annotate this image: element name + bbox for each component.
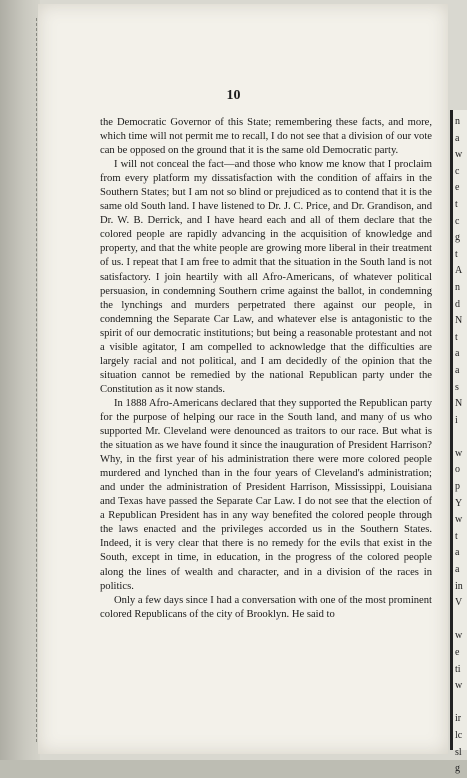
paragraph-1: the Democratic Governor of this State; remembering these facts, and more, which time will not permit me to recall, I do not see that a division of our vote can be opposed on the ground that it is the same old Democratic party. bbox=[100, 117, 432, 157]
paragraph-2: I will not conceal the fact—and those who know me know that I proclaim from every platform my dissatisfaction with the condition of affairs in the Southern States; but I am not so blind or prejudiced as to contend that it is the same old South land. I have listened to Dr. J. C. Price, and Dr. Grandison, and Dr. W. B. Derrick, and I have heard each and all of them declare that the colored people are rapidly advancing in the acquisition of knowledge and property, and that the white people are growing more liberal in their treatment of us. I repeat that I am free to admit that the situation in the South land is not satisfactory. I join heartily with all Afro-Americans, of whatever political persuasion, in condemning Southern crime against the ballot, in condemning the lynchings and murders perpetrated there against our people, in condemning the Separate Car Law, and whatever else is antagonistic to the spirit of our democratic institutions; but being a reasonable protestant and not a visible agitator, I am compelled to acknowledge that the difficulties are largely racial and not political, and I am decidedly of the opinion that the situation cannot be remedied by the national Republican party under the Constitution as it now stands. bbox=[100, 159, 432, 395]
paragraph-3: In 1888 Afro-Americans declared that they supported the Republican party for the purpose of helping our race in the South land, and many of us who supported Mr. Cleveland were denounced as traitors to our race. But what is the situation as we have found it since the inauguration of President Harrison? Why, in the first year of his administration there were more colored people murdered and lynched than in the four years of Cleveland's administration; and under the administration of President Harrison, Mississippi, Louisiana and Texas have passed the Separate Car Law. I do not see that the election of a Republican President has in any way benefited the colored people through the laws enacted and the privileges accorded us in the Southern States. Indeed, it is very clear that there is no remedy for the evils that exist in the South, except in time, in education, in the progress of the colored people along the lines of wealth and character, and in a division of the races in politics. bbox=[100, 397, 432, 592]
body-text bbox=[100, 116, 432, 622]
paragraph-4: Only a few days since I had a conversation with one of the most prominent colored Republicans of the city of Brooklyn. He said to bbox=[100, 594, 432, 620]
book-gutter-strip bbox=[0, 0, 40, 760]
facing-page-letters: n a w c e t c g t A n d N t a a s N i w o p Y w t a a in V w e ti w ir lc sl g bbox=[455, 116, 463, 775]
page-number: 10 bbox=[226, 88, 241, 103]
